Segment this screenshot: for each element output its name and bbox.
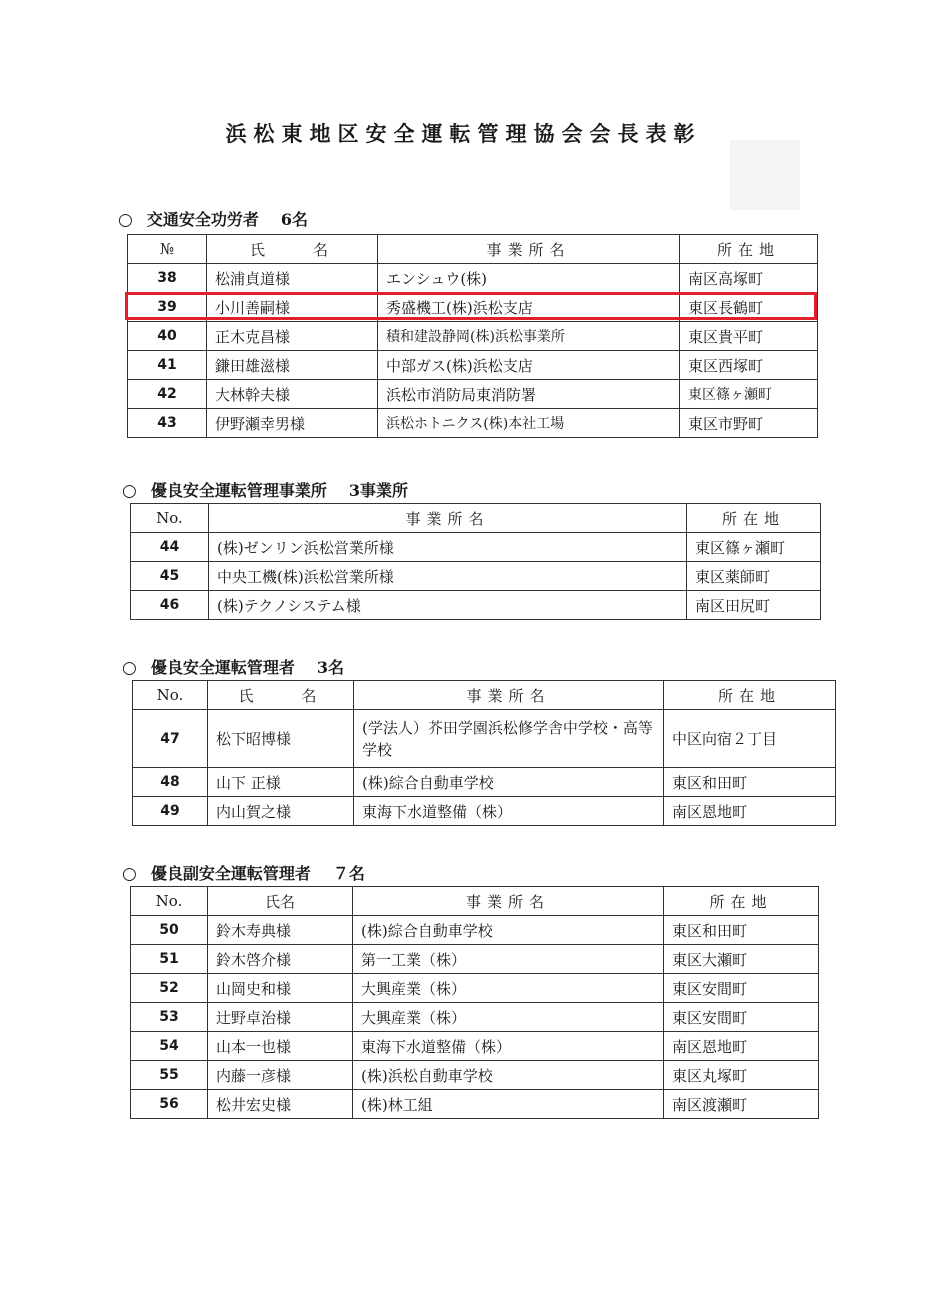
- row-name: 松浦貞道様: [207, 264, 378, 293]
- row-office: (株)テクノシステム様: [209, 591, 687, 620]
- header-location: 所在地: [680, 235, 818, 264]
- section-heading-excellent-manager: [122, 655, 344, 678]
- row-location: 中区向宿２丁目: [664, 710, 836, 768]
- table-row: [128, 409, 818, 438]
- row-name: 松下昭博様: [208, 710, 354, 768]
- table-traffic-safety: [127, 234, 818, 438]
- header-office: 事業所名: [209, 504, 687, 533]
- header-location: 所在地: [664, 681, 836, 710]
- row-name: 内藤一彦様: [208, 1061, 353, 1090]
- table-excellent-deputy: [130, 886, 819, 1119]
- row-no: 54: [131, 1032, 208, 1061]
- row-no: 45: [131, 562, 209, 591]
- row-name: 鈴木寿典様: [208, 916, 353, 945]
- row-location: 東区丸塚町: [664, 1061, 819, 1090]
- row-no: 51: [131, 945, 208, 974]
- row-no: 56: [131, 1090, 208, 1119]
- header-office: 事業所名: [354, 681, 664, 710]
- header-office: 事業所名: [378, 235, 680, 264]
- row-no: 52: [131, 974, 208, 1003]
- section-count: 6名: [280, 210, 308, 229]
- row-no: 53: [131, 1003, 208, 1032]
- row-no: 55: [131, 1061, 208, 1090]
- row-office: 浜松ホトニクス(株)本社工場: [378, 409, 680, 438]
- row-name: 山本一也様: [208, 1032, 353, 1061]
- row-no: 38: [128, 264, 207, 293]
- row-name: 内山賀之様: [208, 797, 354, 826]
- table-excellent-office: [130, 503, 821, 620]
- row-no: 43: [128, 409, 207, 438]
- section-count: ７名: [332, 864, 365, 883]
- table-header-row: [133, 681, 836, 710]
- row-location: 南区恩地町: [664, 1032, 819, 1061]
- row-name: 松井宏史様: [208, 1090, 353, 1119]
- table-row: [128, 351, 818, 380]
- row-no: 41: [128, 351, 207, 380]
- row-office: 中部ガス(株)浜松支店: [378, 351, 680, 380]
- row-office: (学法人）芥田学園浜松修学舎中学校・高等学校: [354, 710, 664, 768]
- row-no: 49: [133, 797, 208, 826]
- row-location: 東区長鶴町: [680, 293, 818, 322]
- row-office: 浜松市消防局東消防署: [378, 380, 680, 409]
- row-office: 東海下水道整備（株）: [353, 1032, 664, 1061]
- row-name: 山岡史和様: [208, 974, 353, 1003]
- header-name: 氏 名: [208, 681, 354, 710]
- row-name: 伊野瀬幸男様: [207, 409, 378, 438]
- row-name: 大林幹夫様: [207, 380, 378, 409]
- table-row: [131, 1003, 819, 1032]
- table-row: [131, 1032, 819, 1061]
- circle-bullet: ○: [122, 658, 137, 678]
- table-row: [131, 1090, 819, 1119]
- row-office: (株)綜合自動車学校: [354, 768, 664, 797]
- row-location: 東区篠ヶ瀬町: [680, 380, 818, 409]
- row-office: (株)林工組: [353, 1090, 664, 1119]
- bleed-through-mark: [730, 140, 800, 210]
- row-office: 秀盛機工(株)浜松支店: [378, 293, 680, 322]
- row-no: 39: [128, 293, 207, 322]
- row-location: 東区市野町: [680, 409, 818, 438]
- header-name: 氏 名: [207, 235, 378, 264]
- row-office: 東海下水道整備（株）: [354, 797, 664, 826]
- table-header-row: [131, 504, 821, 533]
- row-name: 正木克昌様: [207, 322, 378, 351]
- row-office: (株)浜松自動車学校: [353, 1061, 664, 1090]
- row-office: 積和建設静岡(株)浜松事業所: [378, 322, 680, 351]
- row-name: 山下 正様: [208, 768, 354, 797]
- table-row: [133, 797, 836, 826]
- header-location: 所在地: [687, 504, 821, 533]
- row-no: 40: [128, 322, 207, 351]
- row-location: 南区田尻町: [687, 591, 821, 620]
- table-row: [133, 768, 836, 797]
- table-row: [131, 533, 821, 562]
- row-no: 46: [131, 591, 209, 620]
- row-office: 大興産業（株）: [353, 974, 664, 1003]
- row-location: 東区和田町: [664, 768, 836, 797]
- row-office: 第一工業（株）: [353, 945, 664, 974]
- table-header-row: [131, 887, 819, 916]
- section-title: 優良副安全運転管理者: [150, 864, 311, 883]
- row-no: 44: [131, 533, 209, 562]
- row-location: 南区渡瀬町: [664, 1090, 819, 1119]
- row-no: 48: [133, 768, 208, 797]
- table-row: [131, 562, 821, 591]
- table-row: [131, 974, 819, 1003]
- section-heading-excellent-deputy: [122, 861, 365, 884]
- row-location: 南区恩地町: [664, 797, 836, 826]
- row-office: (株)ゼンリン浜松営業所様: [209, 533, 687, 562]
- header-no: №: [128, 235, 207, 264]
- header-office: 事業所名: [353, 887, 664, 916]
- table-header-row: [128, 235, 818, 264]
- row-location: 東区西塚町: [680, 351, 818, 380]
- row-office: 中央工機(株)浜松営業所様: [209, 562, 687, 591]
- row-location: 東区貴平町: [680, 322, 818, 351]
- row-name: 鎌田雄滋様: [207, 351, 378, 380]
- header-no: No.: [131, 887, 208, 916]
- header-no: No.: [133, 681, 208, 710]
- row-location: 東区和田町: [664, 916, 819, 945]
- section-title: 優良安全運転管理者: [150, 658, 295, 677]
- row-no: 47: [133, 710, 208, 768]
- section-count: 3事業所: [348, 481, 408, 500]
- row-office: 大興産業（株）: [353, 1003, 664, 1032]
- circle-bullet: ○: [122, 481, 137, 501]
- row-location: 南区高塚町: [680, 264, 818, 293]
- circle-bullet: ○: [122, 864, 137, 884]
- section-heading-traffic-safety: [118, 207, 308, 230]
- header-name: 氏名: [208, 887, 353, 916]
- row-office: (株)綜合自動車学校: [353, 916, 664, 945]
- header-location: 所在地: [664, 887, 819, 916]
- row-location: 東区安間町: [664, 1003, 819, 1032]
- table-row: [131, 916, 819, 945]
- table-row: [131, 591, 821, 620]
- row-name: 小川善嗣様: [207, 293, 378, 322]
- row-no: 50: [131, 916, 208, 945]
- row-location: 東区大瀬町: [664, 945, 819, 974]
- table-row: [131, 945, 819, 974]
- table-row: [128, 322, 818, 351]
- row-name: 辻野卓治様: [208, 1003, 353, 1032]
- row-location: 東区篠ヶ瀬町: [687, 533, 821, 562]
- section-heading-excellent-office: [122, 478, 408, 501]
- table-row: [128, 264, 818, 293]
- row-location: 東区薬師町: [687, 562, 821, 591]
- header-no: No.: [131, 504, 209, 533]
- section-title: 交通安全功労者: [146, 210, 259, 229]
- row-location: 東区安間町: [664, 974, 819, 1003]
- section-title: 優良安全運転管理事業所: [150, 481, 327, 500]
- row-name: 鈴木啓介様: [208, 945, 353, 974]
- table-row: [133, 710, 836, 768]
- circle-bullet: ○: [118, 210, 133, 230]
- table-excellent-manager: [132, 680, 836, 826]
- section-count: 3名: [316, 658, 344, 677]
- row-no: 42: [128, 380, 207, 409]
- table-row: [131, 1061, 819, 1090]
- table-row-highlighted: [128, 293, 818, 322]
- row-office: エンシュウ(株): [378, 264, 680, 293]
- page-title: 浜松東地区安全運転管理協会会長表彰: [225, 121, 702, 146]
- table-row: [128, 380, 818, 409]
